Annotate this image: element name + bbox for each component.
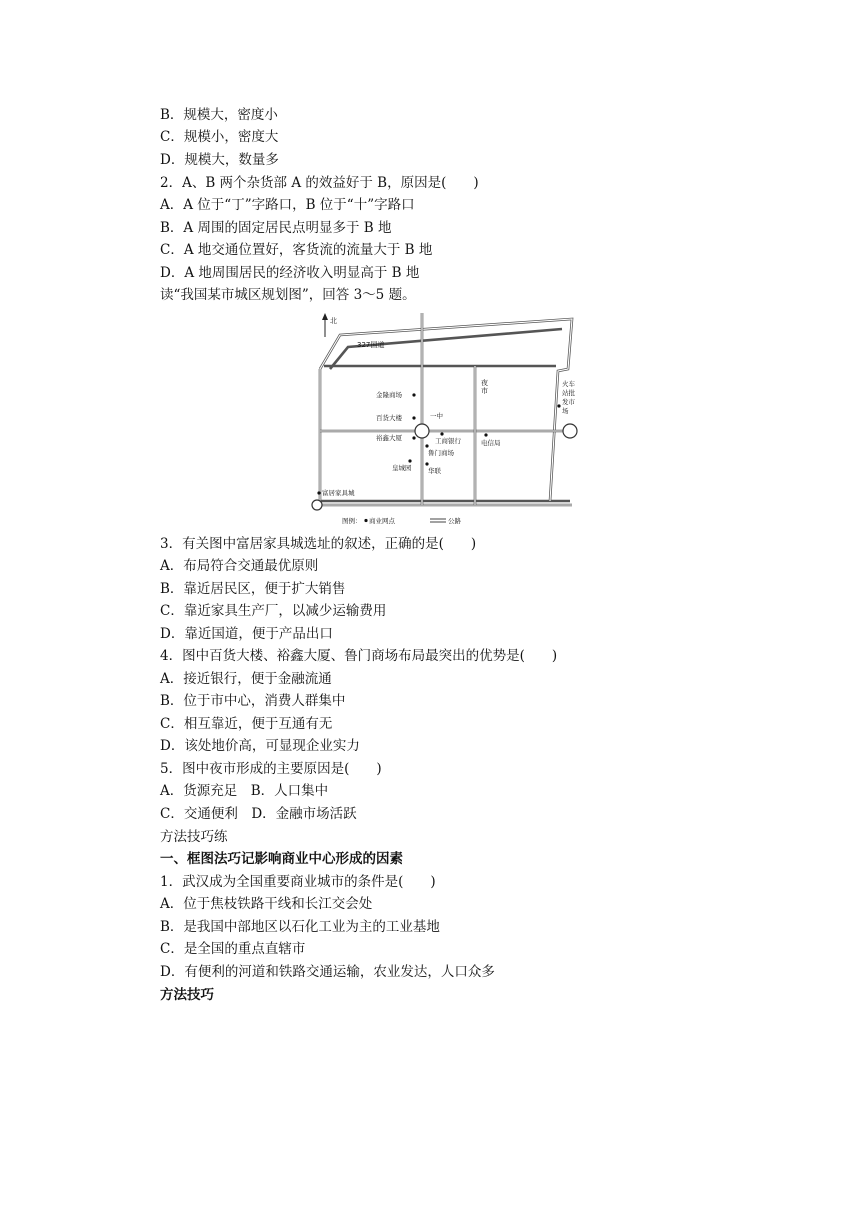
legend-point-label: 商业网点 (369, 517, 395, 525)
option-d-q2: D．A 地周围居民的经济收入明显高于 B 地 (160, 265, 420, 281)
option-b-q2: B．A 周围的固定居民点明显多于 B 地 (160, 220, 392, 236)
legend-road-label: 公路 (448, 517, 461, 525)
hualian-point (425, 462, 428, 465)
option-d-q4: D．该处地价高，可显现企业实力 (160, 738, 360, 754)
question-1-wuhan: 1．武汉成为全国重要商业城市的条件是( ) (160, 874, 436, 890)
baihuo-point (412, 416, 415, 419)
lumen-label: 鲁门商场 (428, 449, 454, 457)
baihuo-label: 百货大楼 (376, 414, 402, 422)
southwest-roundabout (312, 500, 322, 510)
question-3: 3．有关图中富居家具城选址的叙述，正确的是( ) (160, 536, 477, 552)
hualian-label: 华联 (428, 467, 441, 475)
road-327-label: 327国道 (357, 341, 385, 349)
option-b-q3: B．靠近居民区，便于扩大销售 (160, 581, 346, 597)
fuju-point (317, 491, 320, 494)
dianxin-point (484, 433, 487, 436)
option-d-q3: D．靠近国道，便于产品出口 (160, 626, 333, 642)
jinlong-point (412, 393, 415, 396)
dianxin-label: 电信局 (481, 439, 501, 447)
wholesale-label-3: 发市 (562, 398, 575, 406)
option-c-q1: C．规模小，密度大 (160, 129, 279, 145)
gongshang-point (440, 432, 443, 435)
option-c-q2: C．A 地交通位置好，客货流的流量大于 B 地 (160, 242, 433, 258)
wholesale-point (557, 404, 560, 407)
option-c-q3: C．靠近家具生产厂，以减少运输费用 (160, 603, 387, 619)
huangcheng-label: 皇城园 (392, 464, 412, 472)
yuxin-label: 裕鑫大厦 (376, 434, 402, 442)
yuxin-point (412, 436, 415, 439)
option-a-wuhan: A．位于焦枝铁路干线和长江交会处 (160, 896, 373, 912)
north-label: 北 (330, 317, 337, 325)
yizhong-label: 一中 (430, 412, 443, 420)
final-heading: 方法技巧 (160, 987, 214, 1003)
jinlong-label: 金隆商场 (376, 391, 402, 399)
question-4: 4．图中百货大楼、裕鑫大厦、鲁门商场布局最突出的优势是( ) (160, 648, 558, 664)
option-d-wuhan: D．有便利的河道和铁路交通运输，农业发达，人口众多 (160, 964, 495, 980)
north-arrow-icon (322, 313, 328, 337)
option-b-q1: B．规模大，密度小 (160, 107, 278, 123)
question-5: 5．图中夜市形成的主要原因是( ) (160, 761, 382, 777)
option-a-q3: A．布局符合交通最优原则 (160, 558, 319, 574)
option-c-wuhan: C．是全国的重点直辖市 (160, 941, 306, 957)
section-heading: 一、框图法巧记影响商业中心形成的因素 (160, 851, 403, 867)
legend-label: 图例： (342, 517, 362, 525)
central-roundabout (415, 424, 429, 438)
fuju-label: 富居家具城 (322, 489, 355, 497)
wholesale-label-1: 火车 (562, 380, 575, 388)
map-intro: 读“我国某市城区规划图”，回答 3～5 题。 (160, 287, 416, 303)
option-b-q4: B．位于市中心，消费人群集中 (160, 693, 346, 709)
options-ab-q5: A．货源充足 B．人口集中 (160, 783, 329, 799)
question-2: 2．A、B 两个杂货部 A 的效益好于 B，原因是( ) (160, 175, 479, 191)
option-d-q1: D．规模大，数量多 (160, 152, 279, 168)
wholesale-label-4: 场 (562, 407, 569, 415)
lumen-point (425, 444, 428, 447)
option-c-q4: C．相互靠近，便于互通有无 (160, 716, 333, 732)
option-a-q4: A．接近银行，便于金融流通 (160, 671, 332, 687)
option-a-q2: A．A 位于“丁”字路口，B 位于“十”字路口 (160, 197, 415, 213)
night-market-label-2: 市 (481, 387, 488, 395)
practice-heading: 方法技巧练 (160, 829, 228, 845)
huangcheng-point (408, 459, 411, 462)
east-roundabout (563, 424, 577, 438)
wholesale-label-2: 站批 (562, 389, 575, 397)
city-plan-map (300, 309, 590, 531)
option-b-wuhan: B．是我国中部地区以石化工业为主的工业基地 (160, 919, 440, 935)
road-327 (330, 329, 562, 369)
options-cd-q5: C．交通便利 D．金融市场活跃 (160, 806, 357, 822)
legend-point-icon (364, 519, 367, 522)
gongshang-label: 工商银行 (435, 437, 461, 445)
map-legend (342, 516, 462, 525)
night-market-label-1: 夜 (481, 379, 488, 387)
